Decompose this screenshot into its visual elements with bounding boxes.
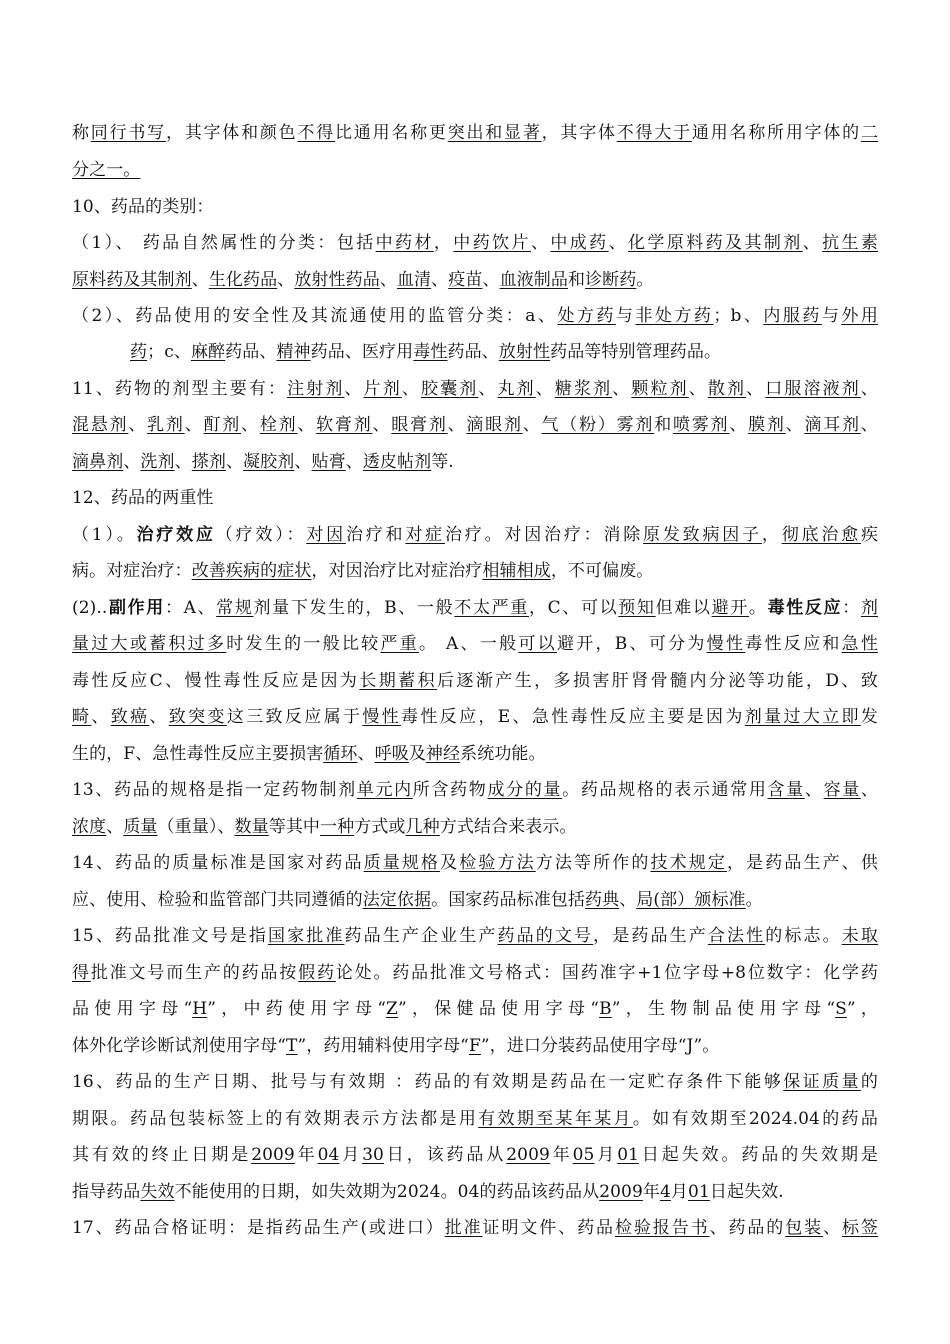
- underlined-term: 致突变: [168, 707, 227, 727]
- underlined-term: 慢性: [362, 707, 402, 727]
- underlined-term: 常规: [216, 598, 254, 618]
- underlined-term: 慢性: [706, 634, 746, 654]
- bold-term: 副作用: [107, 598, 165, 618]
- underlined-term: 突出和显著: [447, 123, 542, 143]
- underlined-term: 01: [617, 1145, 640, 1165]
- text-run: 年: [549, 1145, 573, 1165]
- underlined-term: 分之一。: [72, 160, 141, 180]
- underlined-term: 容量: [823, 780, 861, 800]
- underlined-term: 糖浆剂: [554, 379, 613, 399]
- text-run: 方式结合来表示。: [439, 817, 577, 837]
- underlined-term: 乳剂: [147, 415, 185, 435]
- text-run: （重量）、: [157, 817, 235, 837]
- text-run: 。如有效期至2024.04的药品: [632, 1109, 878, 1129]
- underlined-term: 急性: [841, 634, 878, 654]
- text-run: 药品生产企业生产: [344, 926, 498, 946]
- underlined-term: 血液制品: [499, 270, 568, 290]
- underlined-term: 检验报告书: [614, 1218, 710, 1238]
- text-line: [72, 1215, 878, 1241]
- text-run: 、: [277, 270, 295, 290]
- text-run: ，: [433, 233, 454, 253]
- text-line: [72, 267, 878, 293]
- text-run: 、: [241, 415, 260, 435]
- underlined-term: 可以: [518, 634, 557, 654]
- text-run: 及: [440, 853, 460, 873]
- text-run: 年: [642, 1182, 660, 1202]
- underlined-term: 畸: [72, 707, 92, 727]
- underlined-term: 不得: [297, 123, 335, 143]
- text-run: （1）、 药品自然属性的分类：包括: [72, 233, 376, 253]
- text-run: 、: [482, 270, 500, 290]
- underlined-term: 保证质量: [783, 1072, 861, 1092]
- text-run: 、: [522, 415, 542, 435]
- text-run: 药品、: [225, 342, 277, 362]
- text-line: [72, 960, 878, 986]
- text-run: 月: [339, 1145, 363, 1165]
- underlined-term: 中药材: [375, 233, 434, 253]
- underlined-term: 标签: [842, 1218, 878, 1238]
- underlined-term: 搽剂: [191, 452, 226, 472]
- underlined-term: 2009: [506, 1145, 550, 1165]
- underlined-term: 贴膏: [311, 452, 346, 472]
- text-run: 、: [860, 379, 878, 399]
- underlined-term: H: [192, 999, 208, 1019]
- underlined-term: 量过大或蓄积过多: [72, 634, 227, 654]
- text-run: 、: [535, 379, 555, 399]
- underlined-term: 假药: [298, 963, 336, 983]
- text-run: 药品、医疗用: [310, 342, 414, 362]
- underlined-term: 剂: [860, 598, 878, 618]
- text-run: 这三致反应属于: [226, 707, 363, 727]
- text-run: 病。对症治疗：: [72, 561, 192, 581]
- text-run: 12、药品的两重性: [72, 488, 214, 508]
- text-run: ，C、可以: [528, 598, 619, 618]
- underlined-term: S: [835, 999, 847, 1019]
- underlined-term: 原料药及其制剂: [72, 270, 192, 290]
- underlined-term: 包装: [785, 1218, 824, 1238]
- text-run: ”，中药使用字母“: [207, 999, 387, 1019]
- underlined-term: 浓度: [72, 817, 107, 837]
- text-run: 药品等特别管理药品。: [550, 342, 722, 362]
- text-run: 等.: [431, 452, 454, 472]
- underlined-term: 一种: [320, 817, 355, 837]
- underlined-term: 内服药: [763, 306, 822, 326]
- underlined-term: 对因: [306, 525, 346, 545]
- text-run: ，不可偏废。: [550, 561, 654, 581]
- text-run: ，其字体: [541, 123, 617, 143]
- underlined-term: 滴耳剂: [804, 415, 861, 435]
- text-run: 、: [447, 415, 467, 435]
- underlined-term: 丸剂: [497, 379, 536, 399]
- underlined-term: 处方药: [557, 306, 616, 326]
- text-run: ，其字体和颜色: [165, 123, 298, 143]
- text-run: 和: [654, 415, 673, 435]
- text-run: ”，药用辅料使用字母“: [297, 1036, 469, 1056]
- underlined-term: 滴鼻剂: [72, 452, 124, 472]
- text-run: 其有效的终止日期是: [72, 1145, 252, 1165]
- text-run: 、: [530, 233, 551, 253]
- text-line: [72, 1033, 878, 1059]
- underlined-term: 不太严重: [454, 598, 529, 618]
- underlined-term: 有效期至某年某月: [478, 1109, 633, 1129]
- underlined-term: 成分的量: [487, 780, 563, 800]
- underlined-term: Z: [386, 999, 398, 1019]
- text-run: 。药品规格的表示通常用: [562, 780, 768, 800]
- text-run: 、: [372, 415, 392, 435]
- text-run: 、: [804, 780, 824, 800]
- underlined-term: 局(部）颁标准: [636, 890, 746, 910]
- text-run: 生的，F、急性毒性反应主要损害: [72, 744, 324, 764]
- text-line: [72, 485, 878, 511]
- underlined-term: 毒性: [413, 342, 448, 362]
- underlined-term: 国家批准: [267, 926, 345, 946]
- underlined-term: 疫苗: [448, 270, 483, 290]
- underlined-term: 失效: [140, 1182, 175, 1202]
- underlined-term: 颗粒剂: [631, 379, 689, 399]
- underlined-term: 质量: [123, 817, 158, 837]
- text-run: 所含药物: [412, 780, 488, 800]
- text-run: 16、药品的生产日期、批号与有效期 ：药品的有效期是药品在一定贮存条件下能够: [72, 1072, 784, 1092]
- text-run: 论处。药品批准文号格式：国药准字+1位字母+8位数字：化学药: [335, 963, 878, 983]
- text-run: 。国家药品标准包括: [431, 890, 586, 910]
- text-line: [72, 1179, 878, 1205]
- text-run: ，是药品生产、供: [726, 853, 878, 873]
- text-run: 、: [379, 270, 397, 290]
- underlined-term: 中成药: [550, 233, 609, 253]
- text-run: 。: [636, 270, 654, 290]
- text-run: 。: [745, 890, 763, 910]
- text-run: 11、药物的剂型主要有：: [72, 379, 288, 399]
- underlined-term: B: [599, 999, 612, 1019]
- text-run: ，对因治疗比对症治疗: [311, 561, 483, 581]
- text-line: [72, 595, 878, 621]
- underlined-term: 01: [688, 1182, 710, 1202]
- text-run: 品使用字母“: [72, 999, 193, 1019]
- text-run: 月: [670, 1182, 689, 1202]
- underlined-term: 喷雾剂: [672, 415, 730, 435]
- text-run: 、: [225, 452, 244, 472]
- text-run: ；c、: [147, 342, 191, 362]
- underlined-term: 呼吸: [374, 744, 409, 764]
- underlined-term: 抗生素: [822, 233, 878, 253]
- underlined-term: 同行书写: [90, 123, 166, 143]
- text-line: [72, 704, 878, 730]
- text-run: 日起失效。药品的失效期是: [639, 1145, 878, 1165]
- text-run: ，是药品生产: [593, 926, 708, 946]
- underlined-term: 避开: [711, 598, 749, 618]
- text-run: 剂量下发生的，B、一般: [253, 598, 455, 618]
- text-run: 期限。药品包装标签上的有效期表示方法都是用: [72, 1109, 479, 1129]
- underlined-term: 麻醉: [190, 342, 226, 362]
- underlined-term: 洗剂: [140, 452, 175, 472]
- text-run: 的标志。: [765, 926, 842, 946]
- text-run: 体外化学诊断试剂使用字母“: [72, 1036, 286, 1056]
- text-run: ”，保健品使用字母“: [397, 999, 600, 1019]
- text-line: [72, 230, 878, 256]
- underlined-term: 严重: [380, 634, 420, 654]
- underlined-term: 合法性: [707, 926, 766, 946]
- text-run: （2）、药品使用的安全性及其流通使用的监管分类：a、: [72, 306, 558, 326]
- text-line: [72, 777, 878, 803]
- underlined-term: F: [468, 1036, 481, 1056]
- text-run: 系统功能。: [460, 744, 546, 764]
- text-run: 称: [72, 123, 91, 143]
- underlined-term: 散剂: [707, 379, 747, 399]
- text-line: [72, 741, 878, 767]
- text-run: 治疗和: [345, 525, 406, 545]
- text-line: [72, 449, 878, 475]
- underlined-term: 得: [72, 963, 91, 983]
- text-run: 避开，B、可分为: [556, 634, 707, 654]
- text-line: [72, 1106, 878, 1132]
- text-run: 后逐渐产生，多损害肝肾骨髓内分泌等功能，D、致: [437, 671, 878, 691]
- text-run: 毒性反应C、慢性毒性反应是因为: [72, 671, 360, 691]
- text-run: 年: [294, 1145, 318, 1165]
- underlined-term: 化学原料药及其制剂: [628, 233, 803, 253]
- text-run: ；b、: [713, 306, 764, 326]
- text-line: [72, 996, 878, 1022]
- text-run: 的: [860, 1072, 878, 1092]
- text-run: 、: [785, 415, 805, 435]
- text-run: 、: [106, 817, 124, 837]
- text-run: 、: [478, 379, 498, 399]
- underlined-term: 对症: [405, 525, 445, 545]
- underlined-term: 改善疾病的症状: [191, 561, 312, 581]
- text-run: 、: [294, 452, 312, 472]
- text-run: 、: [297, 415, 317, 435]
- underlined-term: 相辅相成: [482, 561, 551, 581]
- text-run: 17、药品合格证明：是指药品生产(或进口）: [72, 1218, 445, 1238]
- text-run: 指导药品: [72, 1182, 141, 1202]
- text-run: 方式或: [354, 817, 406, 837]
- underlined-term: 批准: [444, 1218, 483, 1238]
- text-run: 10、药品的类别：: [72, 197, 214, 217]
- underlined-term: 眼膏剂: [391, 415, 448, 435]
- underlined-term: 气（粉）雾剂: [541, 415, 655, 435]
- underlined-term: 质量规格: [363, 853, 441, 873]
- text-run: 、: [344, 379, 364, 399]
- underlined-term: 凝胶剂: [243, 452, 295, 472]
- underlined-term: 30: [362, 1145, 384, 1165]
- underlined-term: 2009: [251, 1145, 295, 1165]
- text-run: ：: [842, 598, 861, 618]
- text-run: 、: [174, 452, 192, 472]
- underlined-term: 技术规定: [650, 853, 727, 873]
- text-run: 、: [860, 780, 878, 800]
- text-run: 日，该药品从: [383, 1145, 507, 1165]
- text-run: 、: [357, 744, 375, 764]
- text-run: 证明文件、药品: [482, 1218, 615, 1238]
- underlined-term: 05: [572, 1145, 595, 1165]
- underlined-term: 法定依据: [362, 890, 432, 910]
- text-run: 、: [123, 452, 141, 472]
- text-line: [72, 522, 878, 548]
- text-run: ”，进口分装药品使用字母“J”。: [480, 1036, 720, 1056]
- underlined-term: 放射性药品: [294, 270, 380, 290]
- underlined-term: 非处方药: [635, 306, 714, 326]
- text-line: [130, 339, 878, 365]
- underlined-term: 软膏剂: [316, 415, 373, 435]
- text-run: 、: [345, 452, 363, 472]
- underlined-term: 药: [130, 342, 148, 362]
- text-run: 、: [149, 707, 169, 727]
- text-line: [72, 157, 878, 183]
- text-run: 、: [619, 890, 637, 910]
- text-line: [72, 668, 878, 694]
- underlined-term: 单元内: [356, 780, 413, 800]
- underlined-term: 几种: [405, 817, 440, 837]
- text-run: 不能使用的日期，如失效期为2024。04的药品该药品从: [174, 1182, 600, 1202]
- underlined-term: 剂量过大立即: [744, 707, 861, 727]
- underlined-term: 药品的文号: [497, 926, 594, 946]
- underlined-term: 诊断药: [585, 270, 637, 290]
- text-line: [72, 631, 878, 657]
- text-line: [72, 1069, 878, 1095]
- text-run: （1）。: [72, 525, 137, 545]
- text-run: 方法等所作的: [535, 853, 651, 873]
- text-line: [72, 412, 878, 438]
- underlined-term: 含量: [767, 780, 805, 800]
- underlined-term: 原发致病因子: [643, 525, 762, 545]
- text-run: 批准文号而生产的药品按: [90, 963, 299, 983]
- underlined-term: 神经: [425, 744, 461, 764]
- text-run: 、: [823, 1218, 842, 1238]
- underlined-term: 透皮帖剂: [362, 452, 432, 472]
- underlined-term: 膜剂: [748, 415, 786, 435]
- text-run: 、: [802, 233, 823, 253]
- text-run: （疗效）：: [215, 525, 307, 545]
- text-run: 、: [746, 379, 766, 399]
- underlined-term: 药典: [585, 890, 620, 910]
- text-line: [72, 814, 878, 840]
- text-line: [72, 887, 878, 913]
- text-run: 、: [91, 707, 111, 727]
- bold-term: 治疗效应: [136, 525, 216, 545]
- text-line: [72, 376, 878, 402]
- text-run: 、: [431, 270, 449, 290]
- underlined-term: 混悬剂: [72, 415, 129, 435]
- text-run: 、: [401, 379, 421, 399]
- text-run: 、: [612, 379, 632, 399]
- text-run: 、: [688, 379, 708, 399]
- text-run: 发: [860, 707, 878, 727]
- text-run: ”，: [846, 999, 878, 1019]
- underlined-term: 中药饮片: [453, 233, 531, 253]
- text-run: 及: [408, 744, 426, 764]
- underlined-term: 酊剂: [203, 415, 242, 435]
- underlined-term: 不得大于: [616, 123, 692, 143]
- underlined-term: 片剂: [363, 379, 402, 399]
- text-run: 15、药品批准文号是指: [72, 926, 268, 946]
- text-line: [72, 120, 878, 146]
- text-run: 、: [184, 415, 204, 435]
- text-line: [72, 194, 878, 220]
- underlined-term: 致癌: [110, 707, 150, 727]
- text-run: 毒性反应，E、急性毒性反应主要是因为: [401, 707, 745, 727]
- text-line: [72, 558, 878, 584]
- text-run: 、: [608, 233, 629, 253]
- underlined-term: 04: [317, 1145, 340, 1165]
- text-run: 14、药品的质量标准是国家对药品: [72, 853, 364, 873]
- text-run: 时发生的一般比较: [226, 634, 381, 654]
- text-line: [72, 303, 878, 329]
- underlined-term: 长期蓄积: [359, 671, 438, 691]
- text-run: 、: [860, 415, 878, 435]
- underlined-term: 外用: [841, 306, 878, 326]
- underlined-term: 放射性: [498, 342, 551, 362]
- underlined-term: 滴眼剂: [466, 415, 523, 435]
- text-run: 与: [821, 306, 842, 326]
- text-run: 比通用名称更: [335, 123, 448, 143]
- underlined-term: 彻底治愈: [781, 525, 861, 545]
- text-run: 等其中: [268, 817, 321, 837]
- text-run: 日起失效.: [709, 1182, 784, 1202]
- underlined-term: 血清: [396, 270, 432, 290]
- underlined-term: 数量: [234, 817, 269, 837]
- underlined-term: 精神: [276, 342, 311, 362]
- text-run: 疾: [860, 525, 878, 545]
- underlined-term: 未取: [841, 926, 878, 946]
- underlined-term: 口服溶液剂: [765, 379, 861, 399]
- text-run: 、: [729, 415, 749, 435]
- underlined-term: 2009: [599, 1182, 643, 1202]
- underlined-term: 注射剂: [287, 379, 345, 399]
- text-line: [72, 850, 878, 876]
- text-line: [72, 923, 878, 949]
- text-run: ，: [761, 525, 782, 545]
- underlined-term: 胶囊剂: [420, 379, 479, 399]
- text-run: 。: [748, 598, 768, 618]
- underlined-term: T: [286, 1036, 298, 1056]
- text-run: 月: [594, 1145, 618, 1165]
- text-line: [72, 1142, 878, 1168]
- underlined-term: 预知: [618, 598, 656, 618]
- text-run: 、: [128, 415, 148, 435]
- underlined-term: 4: [660, 1182, 671, 1202]
- text-run: ：A、: [164, 598, 217, 618]
- text-run: 应、使用、检验和监管部门共同遵循的: [72, 890, 363, 910]
- text-run: 药品、: [447, 342, 499, 362]
- underlined-term: 循环: [323, 744, 358, 764]
- text-run: 但难以: [655, 598, 712, 618]
- text-run: 通用名称所用字体的: [691, 123, 861, 143]
- text-run: 13、药品的规格是指一定药物制剂: [72, 780, 357, 800]
- text-run: ”，生物制品使用字母“: [611, 999, 836, 1019]
- text-run: (2)..: [72, 598, 108, 618]
- text-run: 、药品的: [709, 1218, 786, 1238]
- underlined-term: 栓剂: [259, 415, 298, 435]
- text-run: 与: [615, 306, 636, 326]
- text-run: 治疗。对因治疗：消除: [444, 525, 644, 545]
- text-run: 。 A、一般: [419, 634, 519, 654]
- text-run: 、: [191, 270, 209, 290]
- text-run: 和: [567, 270, 586, 290]
- underlined-term: 二: [860, 123, 878, 143]
- underlined-term: 生化药品: [208, 270, 278, 290]
- bold-term: 毒性反应: [767, 598, 843, 618]
- underlined-term: 检验方法: [459, 853, 536, 873]
- text-run: 毒性反应和: [745, 634, 842, 654]
